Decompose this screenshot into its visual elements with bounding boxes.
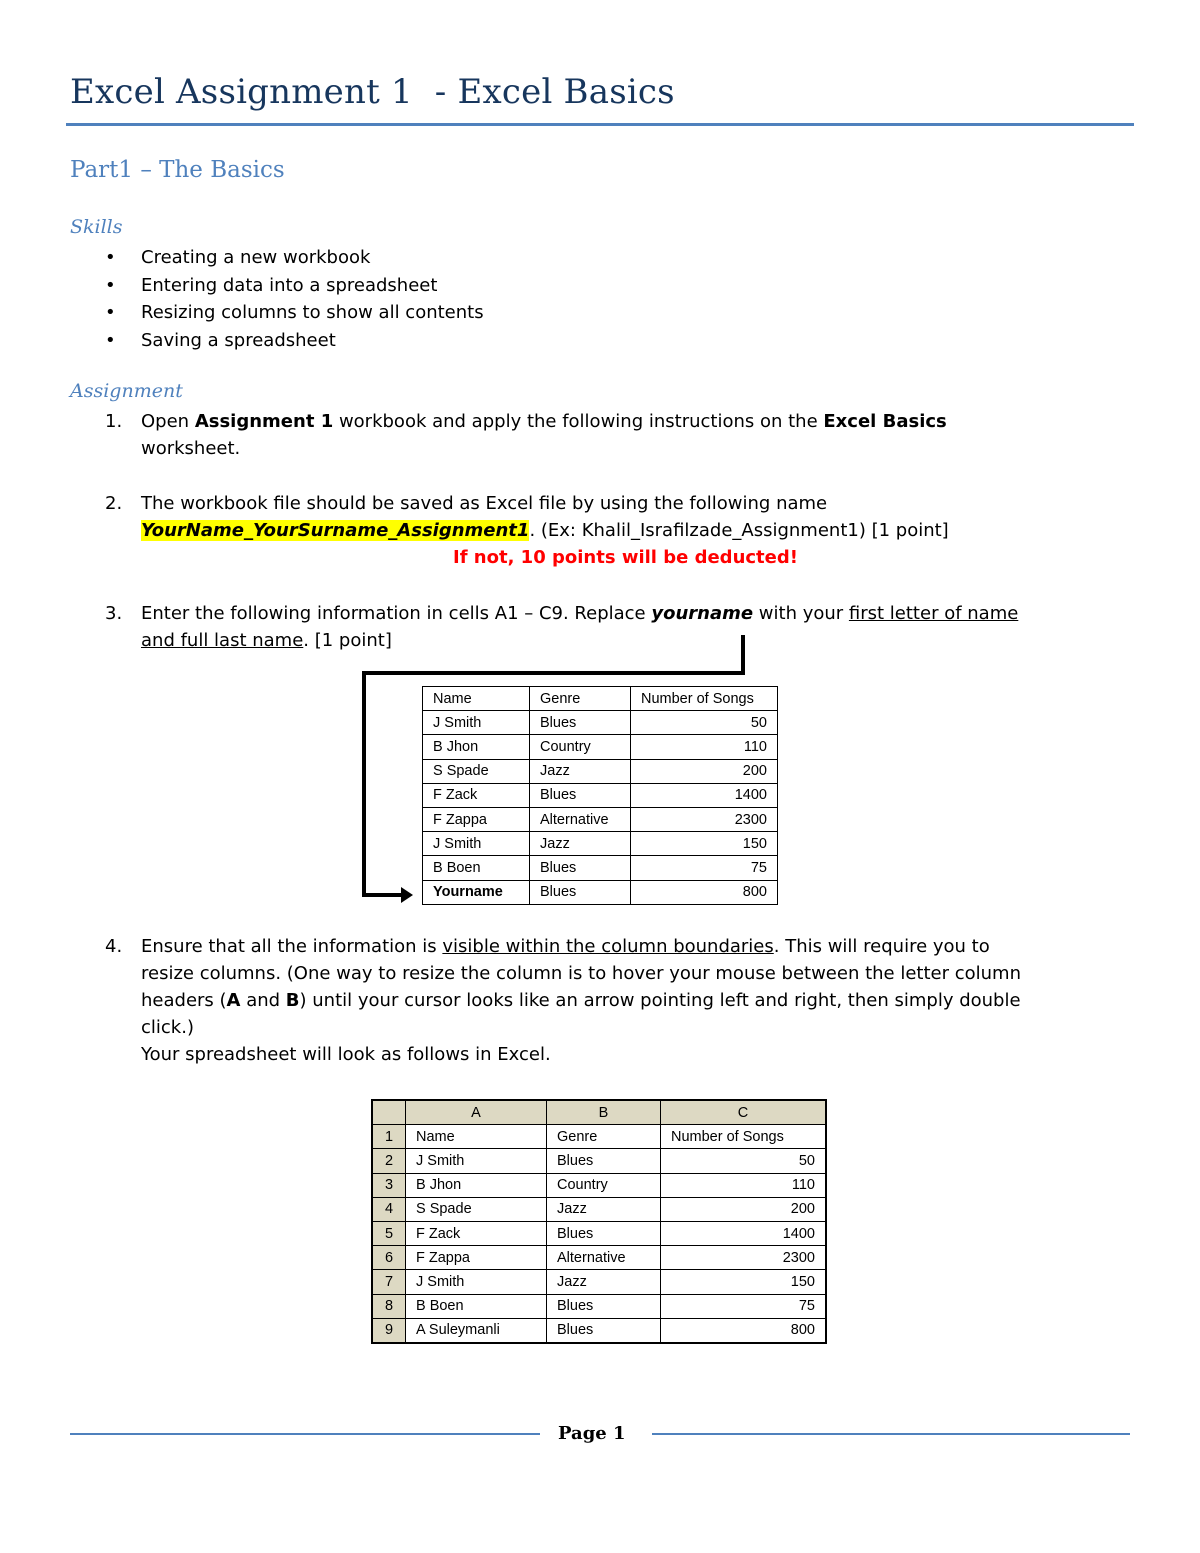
step-number: 4. — [105, 936, 123, 957]
table-cell: J Smith — [423, 832, 530, 856]
spreadsheet-cell[interactable]: Blues — [547, 1294, 661, 1318]
table-cell: Country — [530, 735, 631, 759]
spreadsheet-row — [372, 1197, 826, 1221]
skills-item-label: Creating a new workbook — [141, 247, 371, 268]
table-row — [423, 759, 778, 783]
skills-list-item — [70, 244, 484, 272]
step-text: . (Ex: Khalil_Israfilzade_Assignment1) [1 point] — [529, 520, 949, 541]
footer-rule-left — [70, 1433, 540, 1435]
table-row — [423, 783, 778, 807]
skills-item-label: Resizing columns to show all contents — [141, 302, 484, 323]
table-cell: Yourname — [423, 880, 530, 904]
table-cell: J Smith — [423, 711, 530, 735]
row-header[interactable]: 8 — [372, 1294, 406, 1318]
table-row — [423, 735, 778, 759]
skills-item-label: Entering data into a spreadsheet — [141, 274, 438, 296]
table-cell: B Boen — [423, 856, 530, 880]
spreadsheet-cell[interactable]: Blues — [547, 1221, 661, 1245]
spreadsheet-cell[interactable]: Jazz — [547, 1197, 661, 1221]
filename-highlight: YourName_YourSurname_Assignment1 — [141, 520, 530, 541]
skills-heading: Skills — [70, 216, 123, 238]
table-cell: 800 — [631, 880, 778, 904]
step-text: Ensure that all the information is — [141, 936, 443, 957]
spreadsheet-cell[interactable]: 110 — [661, 1173, 827, 1197]
table-cell: Number of Songs — [631, 687, 778, 711]
corner-cell[interactable] — [372, 1100, 406, 1125]
table-cell: Blues — [530, 880, 631, 904]
step-text: headers ( — [141, 990, 227, 1011]
table-cell: 50 — [631, 711, 778, 735]
footer-rule-right — [652, 1433, 1130, 1435]
table-cell: 1400 — [631, 783, 778, 807]
spreadsheet-cell[interactable]: Name — [406, 1125, 547, 1149]
row-header[interactable]: 6 — [372, 1246, 406, 1270]
step-text: and — [240, 990, 286, 1011]
table-row — [423, 832, 778, 856]
spreadsheet-cell[interactable]: B Boen — [406, 1294, 547, 1318]
table-cell: F Zack — [423, 783, 530, 807]
table-cell: F Zappa — [423, 807, 530, 831]
step-text: click.) — [141, 1017, 194, 1038]
spreadsheet-cell[interactable]: Blues — [547, 1318, 661, 1343]
spreadsheet-row — [372, 1270, 826, 1294]
spreadsheet-cell[interactable]: S Spade — [406, 1197, 547, 1221]
spreadsheet-cell[interactable]: Blues — [547, 1149, 661, 1173]
table-row — [423, 807, 778, 831]
bullet-icon: • — [105, 302, 116, 323]
spreadsheet-cell[interactable]: 150 — [661, 1270, 827, 1294]
workbook-name: Assignment 1 — [194, 411, 334, 432]
step-text: workbook and apply the following instructions on the — [333, 411, 824, 432]
spreadsheet-cell[interactable]: 2300 — [661, 1246, 827, 1270]
table-cell: Name — [423, 687, 530, 711]
spreadsheet-row — [372, 1149, 826, 1173]
spreadsheet-cell[interactable]: B Jhon — [406, 1173, 547, 1197]
spreadsheet-cell[interactable]: 75 — [661, 1294, 827, 1318]
row-header[interactable]: 9 — [372, 1318, 406, 1343]
underlined-text: first letter of name — [848, 603, 1019, 624]
spreadsheet-cell[interactable]: Number of Songs — [661, 1125, 827, 1149]
title-underline — [66, 123, 1134, 126]
spreadsheet-row — [372, 1173, 826, 1197]
underlined-text: visible within the column boundaries — [442, 936, 774, 957]
spreadsheet-row — [372, 1318, 826, 1343]
table-cell: 200 — [631, 759, 778, 783]
table-row — [423, 880, 778, 904]
step-text: resize columns. (One way to resize the column is to hover your mouse between the letter column — [141, 963, 1021, 984]
column-header[interactable]: B — [547, 1100, 661, 1125]
step-text: Your spreadsheet will look as follows in Excel. — [141, 1044, 551, 1065]
table-cell: Jazz — [530, 832, 631, 856]
bullet-icon: • — [105, 274, 116, 296]
step-text: ) until your cursor looks like an arrow pointing left and right, then simply double — [299, 990, 1021, 1011]
spreadsheet-cell[interactable]: F Zack — [406, 1221, 547, 1245]
excel-preview-table — [371, 1099, 827, 1344]
step-text: The workbook file should be saved as Excel file by using the following name — [141, 493, 828, 514]
spreadsheet-cell[interactable]: Alternative — [547, 1246, 661, 1270]
step-number: 1. — [105, 411, 123, 432]
table-cell: S Spade — [423, 759, 530, 783]
spreadsheet-row — [372, 1294, 826, 1318]
table-cell: Alternative — [530, 807, 631, 831]
deduction-warning: If not, 10 points will be deducted! — [453, 547, 798, 568]
underlined-text: and full last name — [141, 630, 304, 651]
spreadsheet-row — [372, 1246, 826, 1270]
table-cell: 75 — [631, 856, 778, 880]
spreadsheet-row — [372, 1125, 826, 1149]
table-cell: Blues — [530, 711, 631, 735]
bullet-icon: • — [105, 247, 116, 268]
step-text: Open — [141, 411, 195, 432]
skills-item-label: Saving a spreadsheet — [141, 329, 336, 351]
placeholder-word: yourname — [651, 603, 754, 624]
section-heading-part1: Part1 – The Basics — [70, 157, 285, 183]
column-letter: A — [226, 990, 241, 1011]
page-number: Page 1 — [558, 1423, 626, 1444]
table-row — [423, 711, 778, 735]
table-cell: Genre — [530, 687, 631, 711]
table-row — [423, 856, 778, 880]
row-header[interactable]: 7 — [372, 1270, 406, 1294]
step-text: worksheet. — [141, 438, 241, 459]
table-cell: Blues — [530, 783, 631, 807]
skills-list-item — [70, 327, 484, 355]
row-header[interactable]: 1 — [372, 1125, 406, 1149]
skills-list-item — [70, 299, 484, 327]
worksheet-name: Excel Basics — [823, 411, 947, 432]
table-cell: Blues — [530, 856, 631, 880]
spreadsheet-cell[interactable]: 50 — [661, 1149, 827, 1173]
row-header[interactable]: 3 — [372, 1173, 406, 1197]
document-title: Excel Assignment 1 - Excel Basics — [70, 72, 675, 112]
row-header[interactable]: 4 — [372, 1197, 406, 1221]
step-text: with your — [753, 603, 849, 624]
spreadsheet-cell[interactable]: F Zappa — [406, 1246, 547, 1270]
spreadsheet-cell[interactable]: Jazz — [547, 1270, 661, 1294]
table-cell: 2300 — [631, 807, 778, 831]
step-text: . [1 point] — [303, 630, 392, 651]
table-header-row — [423, 687, 778, 711]
column-header-row — [372, 1100, 826, 1125]
skills-list — [70, 244, 484, 354]
spreadsheet-cell[interactable]: J Smith — [406, 1270, 547, 1294]
assignment-heading: Assignment — [70, 380, 183, 402]
spreadsheet-cell[interactable]: Country — [547, 1173, 661, 1197]
step-number: 2. — [105, 493, 123, 514]
spreadsheet-cell[interactable]: Genre — [547, 1125, 661, 1149]
spreadsheet-cell[interactable]: A Suleymanli — [406, 1318, 547, 1343]
column-header[interactable]: A — [406, 1100, 547, 1125]
spreadsheet-cell[interactable]: 1400 — [661, 1221, 827, 1245]
row-header[interactable]: 2 — [372, 1149, 406, 1173]
spreadsheet-cell[interactable]: J Smith — [406, 1149, 547, 1173]
spreadsheet-row — [372, 1221, 826, 1245]
table-cell: 150 — [631, 832, 778, 856]
step-text: . This will require you to — [773, 936, 990, 957]
spreadsheet-cell[interactable]: 200 — [661, 1197, 827, 1221]
row-header[interactable]: 5 — [372, 1221, 406, 1245]
step-text: Enter the following information in cells A1 – C9. Replace — [141, 603, 652, 624]
table-cell: 110 — [631, 735, 778, 759]
column-letter: B — [285, 990, 300, 1011]
table-cell: Jazz — [530, 759, 631, 783]
spreadsheet-cell[interactable]: 800 — [661, 1318, 827, 1343]
column-header[interactable]: C — [661, 1100, 827, 1125]
input-data-table — [422, 686, 778, 905]
step-number: 3. — [105, 603, 123, 624]
table-cell: B Jhon — [423, 735, 530, 759]
bullet-icon: • — [105, 329, 116, 351]
skills-list-item — [70, 272, 484, 300]
